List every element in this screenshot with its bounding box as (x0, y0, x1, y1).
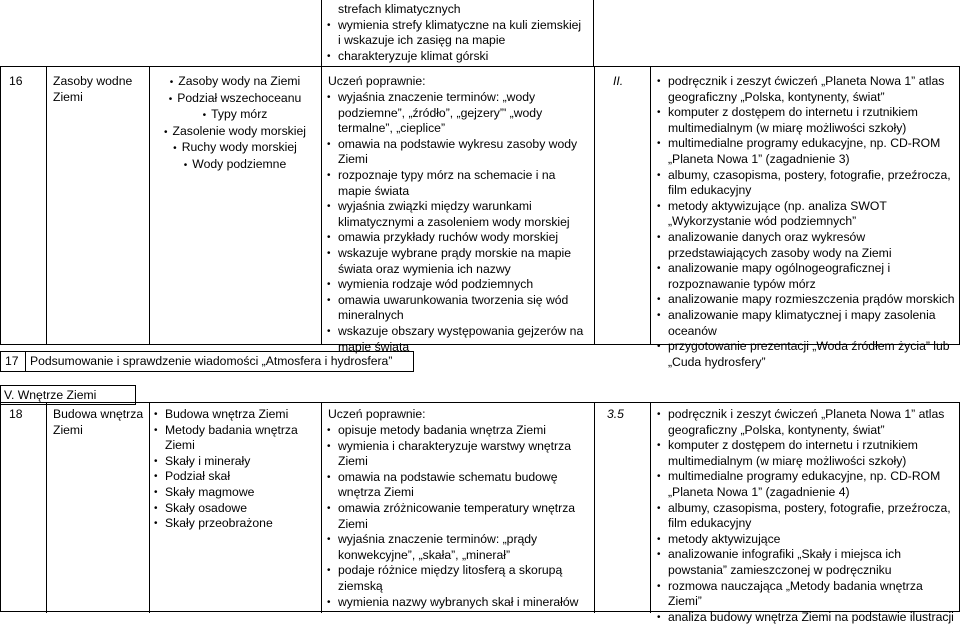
list-item: • charakteryzuje klimat górski (326, 49, 586, 65)
row-number: 16 (9, 74, 23, 88)
list-item: • analiza budowy wnętrza Ziemi na podstawie ilustracji (656, 610, 956, 625)
level-cell: 3.5 (607, 407, 624, 421)
list-item: • podręcznik i zeszyt ćwiczeń „Planeta Nowa 1” atlas geograficzny „Polska, kontynenty, świat” (656, 407, 956, 438)
list-item: • omawia na podstawie wykresu zasoby wody Ziemi (326, 137, 586, 168)
row-number: 18 (9, 407, 23, 421)
list-item: • wymienia strefy klimatyczne na kuli ziemskiej i wskazuje ich zasięg na mapie (326, 18, 586, 49)
list-item: • wyjaśnia związki między warunkami klimatycznymi a zasoleniem wody morskiej (326, 199, 586, 230)
list-item: • albumy, czasopisma, postery, fotografie, przeźrocza, film edukacyjny (656, 501, 956, 532)
list-item: • wskazuje obszary występowania gejzerów na mapie świata (326, 324, 586, 355)
topic-cell: Budowa wnętrza Ziemi (53, 407, 144, 437)
list-item: • omawia zróżnicowanie temperatury wnętrza Ziemi (326, 501, 586, 532)
level-cell: II. (613, 74, 624, 88)
list-item: • wymienia nazwy wybranych skał i minerałów (326, 595, 586, 611)
list-item: • wymienia rodzaje wód podziemnych (326, 277, 586, 293)
content-list (151, 74, 319, 174)
list-item: strefach klimatycznych (338, 2, 461, 16)
list-item: • komputer z dostępem do internetu i rzutnikiem multimedialnym (w miarę możliwości szkoły) (656, 438, 956, 469)
list-item: • multimedialne programy edukacyjne, np. CD-ROM „Planeta Nowa 1” (zagadnienie 4) (656, 469, 956, 500)
list-item: • wymienia i charakteryzuje warstwy wnętrza Ziemi (326, 439, 586, 470)
list-item: • albumy, czasopisma, postery, fotografie, przeźrocza, film edukacyjny (656, 168, 956, 199)
requirements-list (326, 423, 586, 610)
list-item: • Podział skał (153, 469, 303, 485)
list-item: • Zasoby wody na Ziemi (151, 74, 319, 91)
resources-list (656, 74, 956, 370)
list-item: • Wody podziemne (151, 157, 319, 174)
list-item: • Zasolenie wody morskiej (151, 124, 319, 141)
list-item: • Typy mórz (151, 107, 319, 124)
list-item: • podaje różnice między litosferą a skorupą ziemską (326, 563, 586, 594)
list-item: • omawia na podstawie schematu budowę wnętrza Ziemi (326, 470, 586, 501)
list-item: • omawia przykłady ruchów wody morskiej (326, 230, 586, 246)
list-item: • analizowanie mapy klimatycznej i mapy zasolenia oceanów (656, 308, 956, 339)
list-item: • analizowanie mapy ogólnogeograficznej i rozpoznawanie typów mórz (656, 261, 956, 292)
list-item: • Podział wszechoceanu (151, 91, 319, 108)
row-17-table (0, 351, 414, 372)
top-row-requirements (326, 2, 586, 64)
list-item: • przygotowanie prezentacji „Woda źródłem życia” lub „Cuda hydrosfery” (656, 339, 956, 370)
list-item: • Skały przeobrażone (153, 516, 303, 532)
list-item: • Skały osadowe (153, 501, 303, 517)
list-item: • wyjaśnia znaczenie terminów: „prądy konwekcyjne”, „skała”, „minerał” (326, 532, 586, 563)
list-item: • multimedialne programy edukacyjne, np. CD-ROM „Planeta Nowa 1” (zagadnienie 3) (656, 136, 956, 167)
list-item: • analizowanie infografiki „Skały i miejsca ich powstania” zamieszczonej w podręczniku (656, 547, 956, 578)
top-row-box (321, 0, 594, 66)
content-list (153, 407, 303, 532)
list-item: • opisuje metody badania wnętrza Ziemi (326, 423, 586, 439)
row-number: 17 (5, 354, 19, 368)
list-item: • analizowanie danych oraz wykresów przedstawiających zasoby wody na Ziemi (656, 230, 956, 261)
list-item: • wskazuje wybrane prądy morskie na mapie świata oraz wymienia ich nazwy (326, 246, 586, 277)
list-item: • rozmowa nauczająca „Metody badania wnętrza Ziemi” (656, 579, 956, 610)
list-item: • analizowanie mapy rozmieszczenia prądów morskich (656, 292, 956, 308)
resources-list (656, 407, 956, 625)
list-item: • metody aktywizujące (656, 532, 956, 548)
summary-text: Podsumowanie i sprawdzenie wiadomości „Atmosfera i hydrosfera” (30, 354, 393, 368)
list-item: • podręcznik i zeszyt ćwiczeń „Planeta Nowa 1” atlas geograficzny „Polska, kontynenty, świat” (656, 74, 956, 105)
section-title: V. Wnętrze Ziemi (4, 388, 97, 402)
requirements-title: Uczeń poprawnie: (328, 407, 426, 421)
row-18-table (0, 402, 960, 624)
list-item: • rozpoznaje typy mórz na schemacie i na mapie świata (326, 168, 586, 199)
list-item: • wyjaśnia znaczenie terminów: „wody podziemne”, „źródło”, „gejzery”' „wody termalne”, „cieplice” (326, 90, 586, 137)
list-item: • Ruchy wody morskiej (151, 140, 319, 157)
list-item: • komputer z dostępem do internetu i rzutnikiem multimedialnym (w miarę możliwości szkoły) (656, 105, 956, 136)
requirements-title: Uczeń poprawnie: (328, 74, 426, 88)
list-item: • omawia uwarunkowania tworzenia się wód mineralnych (326, 293, 586, 324)
list-item: • metody aktywizujące (np. analiza SWOT „Wykorzystanie wód podziemnych” (656, 199, 956, 230)
topic-cell: Zasoby wodne Ziemi (53, 74, 133, 104)
list-item: • Skały i minerały (153, 454, 303, 470)
requirements-list (326, 90, 586, 355)
list-item: • Budowa wnętrza Ziemi (153, 407, 303, 423)
list-item: • Skały magmowe (153, 485, 303, 501)
list-item: • Metody badania wnętrza Ziemi (153, 423, 303, 454)
